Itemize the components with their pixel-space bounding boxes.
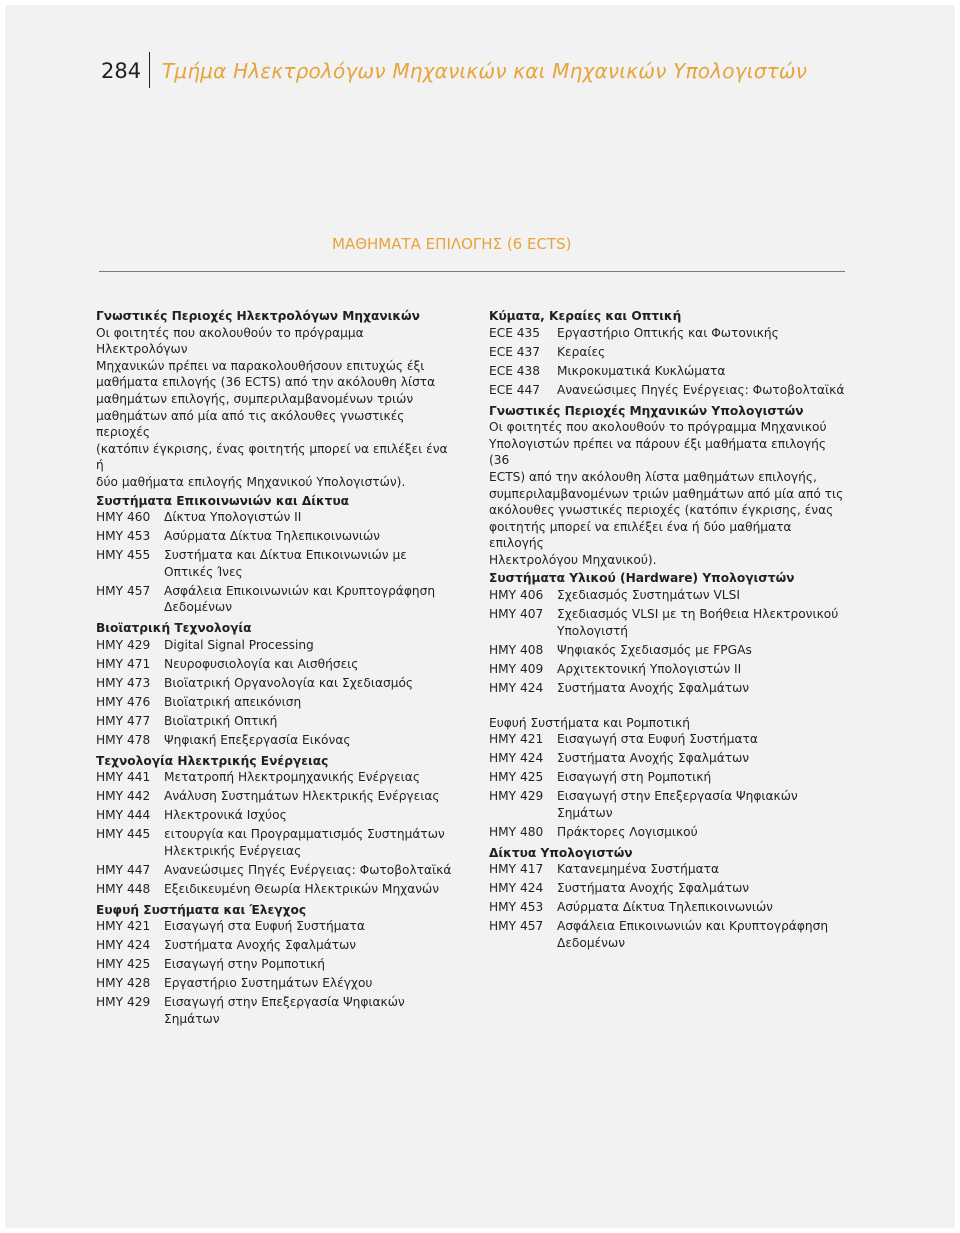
course-code: ΗΜΥ 424	[489, 680, 544, 695]
course-item	[96, 862, 458, 879]
course-item	[96, 788, 458, 805]
course-code: ΗΜΥ 444	[96, 808, 151, 823]
course-code: ΗΜΥ 447	[96, 862, 151, 877]
course-title: Εισαγωγή στη Ρομποτική	[557, 770, 712, 785]
group-heading: Βιοϊατρική Τεχνολογία	[96, 621, 252, 636]
course-code: ΗΜΥ 473	[96, 675, 151, 690]
course-item	[489, 680, 849, 697]
course-item	[96, 769, 458, 786]
course-code: ΗΜΥ 409	[489, 661, 544, 676]
intro-line: μαθημάτων από μία από τις ακόλουθες γνωστικές περιοχές	[96, 408, 405, 440]
group-heading: Συστήματα Επικοινωνιών και Δίκτυα	[96, 493, 350, 508]
course-code: ΗΜΥ 453	[96, 529, 151, 544]
course-code: ΗΜΥ 424	[489, 751, 544, 766]
course-item	[489, 899, 849, 916]
course-item	[96, 937, 458, 954]
ce-line: Υπολογιστών πρέπει να πάρουν έξι μαθήματα επιλογής (36	[489, 436, 826, 468]
course-code: ΗΜΥ 421	[96, 919, 151, 934]
course-code: ΗΜΥ 445	[96, 827, 151, 842]
course-code: ΗΜΥ 441	[96, 770, 151, 785]
course-item	[489, 661, 849, 678]
course-title: Δίκτυα Υπολογιστών ΙΙ	[164, 510, 302, 525]
course-title: Συστήματα Ανοχής Σφαλμάτων	[557, 881, 750, 896]
course-code: ΗΜΥ 455	[96, 548, 151, 563]
course-code: ΗΜΥ 408	[489, 642, 544, 657]
course-item	[96, 732, 458, 749]
course-item	[489, 382, 849, 399]
intro-line: Μηχανικών πρέπει να παρακολουθήσουν επιτυχώς έξι	[96, 358, 425, 373]
group-heading: Τεχνολογία Ηλεκτρικής Ενέργειας	[96, 753, 329, 768]
course-code: ΗΜΥ 471	[96, 656, 151, 671]
course-code: ΗΜΥ 480	[489, 824, 544, 839]
course-title: Συστήματα και Δίκτυα Επικοινωνιών με Οπτικές Ίνες	[164, 548, 407, 579]
course-item	[489, 861, 849, 878]
course-item	[489, 788, 849, 821]
course-code: ΗΜΥ 429	[489, 789, 544, 804]
right-column	[489, 308, 849, 954]
course-title: Βιοϊατρική Οργανολογία και Σχεδιασμός	[164, 675, 414, 690]
course-item	[489, 769, 849, 786]
course-title: Εισαγωγή στην Επεξεργασία Ψηφιακών Σημάτων	[557, 789, 798, 820]
course-code: ΗΜΥ 457	[489, 919, 544, 934]
course-code: ΗΜΥ 453	[489, 900, 544, 915]
header-divider	[149, 52, 150, 88]
course-code: ΗΜΥ 478	[96, 732, 151, 747]
course-title: Ασύρματα Δίκτυα Τηλεπικοινωνιών	[164, 529, 380, 544]
course-item	[489, 731, 849, 748]
course-item	[489, 344, 849, 361]
course-title: Αρχιτεκτονική Υπολογιστών ΙΙ	[557, 661, 742, 676]
course-title: ειτουργία και Προγραμματισμός Συστημάτων Ηλεκτρικής Ενέργειας	[164, 827, 445, 858]
course-item	[489, 606, 849, 639]
course-code: ΗΜΥ 476	[96, 694, 151, 709]
course-item	[96, 583, 458, 616]
course-code: ΗΜΥ 442	[96, 789, 151, 804]
course-code: ΗΜΥ 460	[96, 510, 151, 525]
course-item	[96, 656, 458, 673]
course-title: Εισαγωγή στην Επεξεργασία Ψηφιακών Σημάτων	[164, 995, 405, 1026]
course-code: ΗΜΥ 429	[96, 995, 151, 1010]
intro-heading: Γνωστικές Περιοχές Ηλεκτρολόγων Μηχανικών	[96, 309, 420, 323]
course-title: Εργαστήριο Συστημάτων Ελέγχου	[164, 976, 373, 991]
course-code: ΗΜΥ 424	[489, 881, 544, 896]
course-title: Εξειδικευμένη Θεωρία Ηλεκτρικών Μηχανών	[164, 881, 440, 896]
course-item	[489, 880, 849, 897]
group-heading: Κύματα, Κεραίες και Οπτική	[489, 309, 682, 323]
course-title: Μικροκυματικά Κυκλώματα	[557, 363, 726, 378]
course-title: Συστήματα Ανοχής Σφαλμάτων	[557, 680, 750, 695]
course-code: ΗΜΥ 417	[489, 862, 544, 877]
course-title: Μετατροπή Ηλεκτρομηχανικής Ενέργειας	[164, 770, 420, 785]
group-heading: Δίκτυα Υπολογιστών	[489, 845, 633, 860]
course-title: Ηλεκτρονικά Ισχύος	[164, 808, 287, 823]
course-title: Εργαστήριο Οπτικής και Φωτονικής	[557, 325, 779, 340]
course-code: ECE 447	[489, 382, 541, 397]
course-title: Εισαγωγή στα Ευφυή Συστήματα	[557, 732, 758, 747]
course-item	[489, 918, 849, 951]
section-title: ΜΑΘΗΜΑΤΑ ΕΠΙΛΟΓΗΣ (6 ECTS)	[332, 235, 572, 253]
course-title: Ανανεώσιμες Πηγές Ενέργειας: Φωτοβολταϊκά	[164, 862, 452, 877]
course-code: ΗΜΥ 425	[96, 957, 151, 972]
course-item	[96, 509, 458, 526]
course-item	[96, 637, 458, 654]
course-item	[489, 325, 849, 342]
course-title: Κεραίες	[557, 344, 606, 359]
course-item	[96, 807, 458, 824]
course-item	[489, 363, 849, 380]
page-number: 284	[101, 59, 142, 83]
group-heading: Ευφυή Συστήματα και Έλεγχος	[96, 902, 307, 917]
header-band	[5, 5, 955, 187]
ce-line: Οι φοιτητές που ακολουθούν το πρόγραμμα Μηχανικού	[489, 420, 827, 435]
ce-heading: Γνωστικές Περιοχές Μηχανικών Υπολογιστών	[489, 403, 804, 418]
course-title: Ασφάλεια Επικοινωνιών και Κρυπτογράφηση Δεδομένων	[557, 919, 829, 950]
course-title: Βιοϊατρική απεικόνιση	[164, 694, 302, 709]
course-item	[96, 694, 458, 711]
course-title: Ασύρματα Δίκτυα Τηλεπικοινωνιών	[557, 900, 773, 915]
course-item	[96, 675, 458, 692]
course-title: Πράκτορες Λογισμικού	[557, 824, 698, 839]
ce-line: ακόλουθες γνωστικές περιοχές (κατόπιν έγκρισης, ένας	[489, 503, 834, 518]
course-code: ECE 438	[489, 363, 541, 378]
intro-line: μαθήματα επιλογής (36 ECTS) από την ακόλουθη λίστα	[96, 375, 436, 390]
course-item	[96, 528, 458, 545]
course-item	[96, 826, 458, 859]
course-item	[96, 994, 458, 1027]
intro-line: (κατόπιν έγκρισης, ένας φοιτητής μπορεί να επιλέξει ένα ή	[96, 441, 448, 473]
course-item	[489, 587, 849, 604]
course-item	[489, 750, 849, 767]
group-heading: Συστήματα Υλικού (Hardware) Υπολογιστών	[489, 571, 795, 586]
course-title: Νευροφυσιολογία και Αισθήσεις	[164, 656, 359, 671]
ce-line: ECTS) από την ακόλουθη λίστα μαθημάτων επιλογής,	[489, 469, 817, 484]
group-heading: Ευφυή Συστήματα και Ρομποτική	[489, 715, 690, 730]
course-code: ΗΜΥ 406	[489, 588, 544, 603]
course-title: Βιοϊατρική Οπτική	[164, 713, 278, 728]
course-item	[96, 918, 458, 935]
course-title: Συστήματα Ανοχής Σφαλμάτων	[164, 938, 357, 953]
course-code: ΗΜΥ 429	[96, 637, 151, 652]
course-title: Σχεδιασμός Συστημάτων VLSI	[557, 588, 740, 603]
left-column	[96, 308, 458, 1030]
course-code: ΗΜΥ 407	[489, 607, 544, 622]
ce-line: συμπεριλαμβανομένων τριών μαθημάτων από μία από τις	[489, 486, 844, 501]
course-code: ΗΜΥ 425	[489, 770, 544, 785]
course-code: ΗΜΥ 477	[96, 713, 151, 728]
course-item	[96, 956, 458, 973]
title-divider	[99, 271, 845, 272]
intro-line: Οι φοιτητές που ακολουθούν το πρόγραμμα Ηλεκτρολόγων	[96, 325, 364, 357]
course-title: Κατανεμημένα Συστήματα	[557, 862, 720, 877]
course-title: Ανανεώσιμες Πηγές Ενέργειας: Φωτοβολταϊκά	[557, 382, 845, 397]
course-title: Digital Signal Processing	[164, 637, 314, 652]
course-title: Ψηφιακός Σχεδιασμός με FPGAs	[557, 642, 752, 657]
course-code: ΗΜΥ 457	[96, 583, 151, 598]
course-item	[489, 642, 849, 659]
ce-line: φοιτητής μπορεί να επιλέξει ένα ή δύο μαθήματα επιλογής	[489, 519, 792, 551]
course-item	[96, 881, 458, 898]
course-title: Εισαγωγή στην Ρομποτική	[164, 957, 326, 972]
intro-line: δύο μαθήματα επιλογής Μηχανικού Υπολογιστών).	[96, 474, 406, 489]
ce-line: Ηλεκτρολόγου Μηχανικού).	[489, 552, 657, 567]
course-title: Σχεδιασμός VLSI με τη Βοήθεια Ηλεκτρονικού Υπολογιστή	[557, 607, 839, 638]
course-title: Ανάλυση Συστημάτων Ηλεκτρικής Ενέργειας	[164, 789, 440, 804]
course-title: Ασφάλεια Επικοινωνιών και Κρυπτογράφηση Δεδομένων	[164, 583, 436, 615]
course-code: ΗΜΥ 428	[96, 976, 151, 991]
running-title: Τμήμα Ηλεκτρολόγων Μηχανικών και Μηχανικών Υπολογιστών	[162, 59, 808, 83]
course-item	[489, 824, 849, 841]
course-title: Εισαγωγή στα Ευφυή Συστήματα	[164, 919, 365, 934]
course-item	[96, 713, 458, 730]
intro-line: μαθημάτων επιλογής, συμπεριλαμβανομένων τριών	[96, 391, 414, 406]
course-title: Ψηφιακή Επεξεργασία Εικόνας	[164, 732, 351, 747]
course-code: ΗΜΥ 421	[489, 732, 544, 747]
course-code: ECE 435	[489, 325, 541, 340]
course-item	[96, 975, 458, 992]
course-title: Συστήματα Ανοχής Σφαλμάτων	[557, 751, 750, 766]
course-item	[96, 547, 458, 580]
course-code: ECE 437	[489, 344, 541, 359]
course-code: ΗΜΥ 424	[96, 938, 151, 953]
course-code: ΗΜΥ 448	[96, 881, 151, 896]
